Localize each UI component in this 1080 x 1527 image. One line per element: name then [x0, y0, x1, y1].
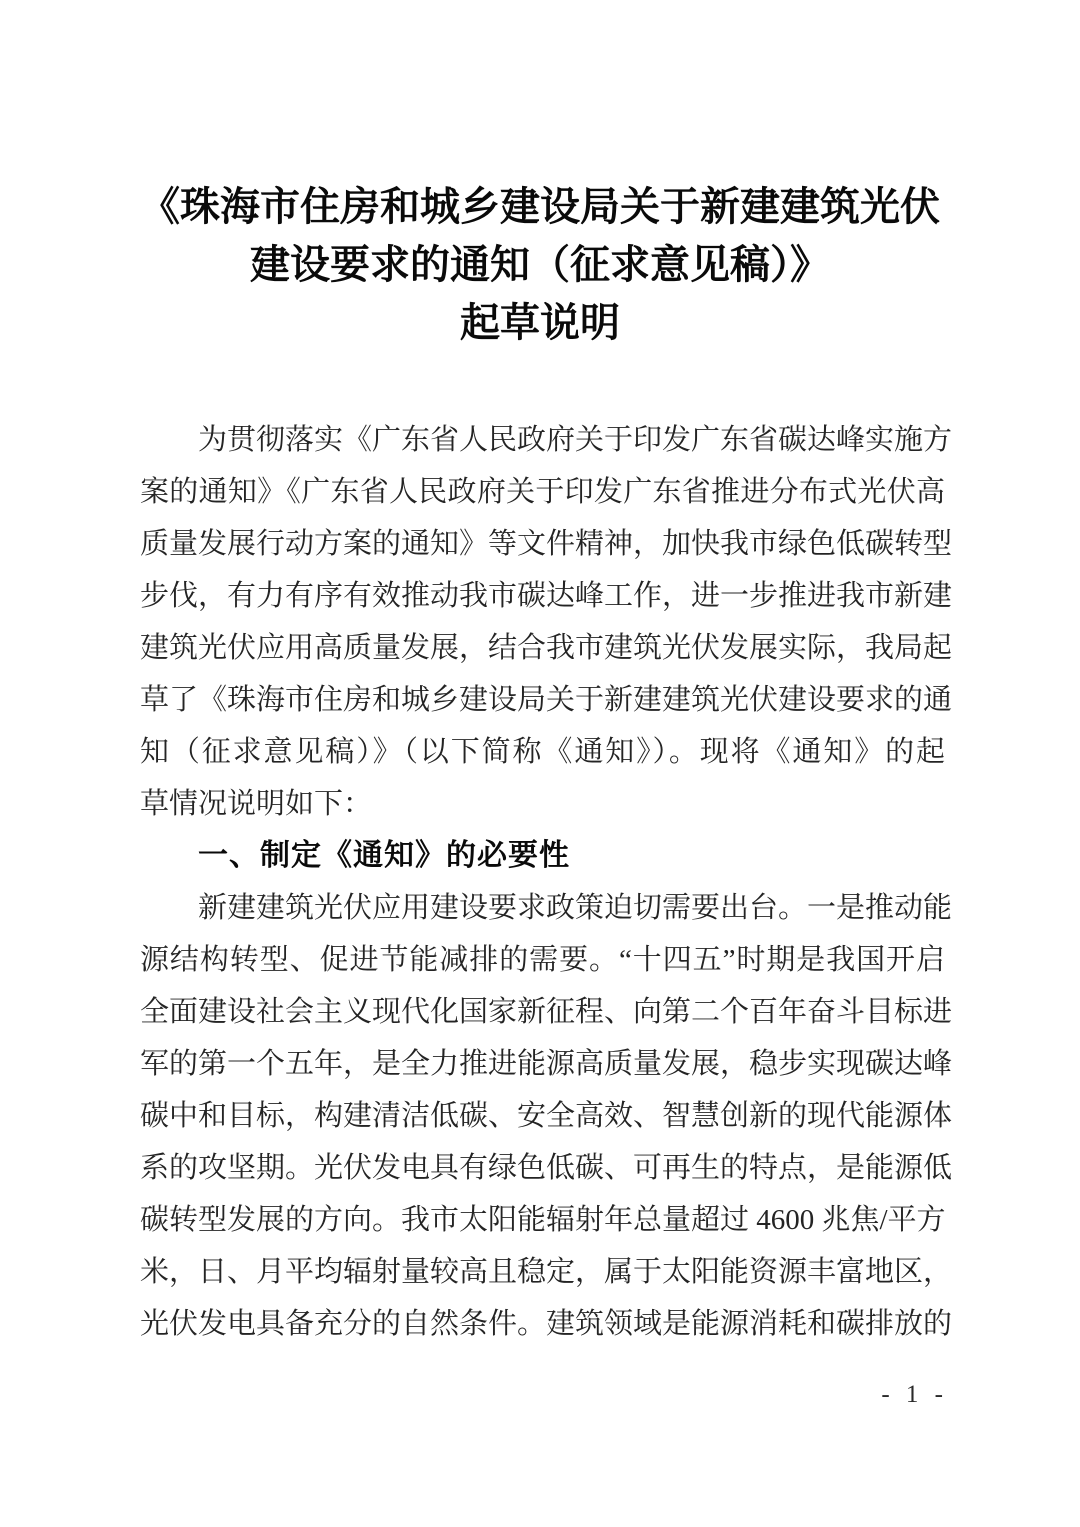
body-line: 为贯彻落实《广东省人民政府关于印发广东省碳达峰实施方 [198, 424, 953, 456]
body-line: 军的第一个五年，是全力推进能源高质量发展，稳步实现碳达峰 [140, 1048, 953, 1080]
body-line: 知（征求意见稿）》（以下简称《通知》）。现将《通知》的起 [140, 736, 945, 768]
body-line: 案的通知》《广东省人民政府关于印发广东省推进分布式光伏高 [140, 476, 945, 508]
body-line: 草情况说明如下： [140, 788, 373, 820]
body-line: 草了《珠海市住房和城乡建设局关于新建建筑光伏建设要求的通 [140, 684, 953, 716]
body-line: 碳中和目标，构建清洁低碳、安全高效、智慧创新的现代能源体 [140, 1100, 953, 1132]
document-title [0, 178, 1080, 352]
title-line: 《珠海市住房和城乡建设局关于新建建筑光伏 [140, 184, 940, 229]
body-line: 光伏发电具备充分的自然条件。建筑领域是能源消耗和碳排放的 [140, 1308, 953, 1340]
page-number: - 1 - [881, 1381, 948, 1408]
body-line: 新建建筑光伏应用建设要求政策迫切需要出台。一是推动能 [198, 892, 953, 924]
paragraph [140, 882, 953, 1350]
paragraph [140, 414, 953, 830]
body-line: 全面建设社会主义现代化国家新征程、向第二个百年奋斗目标进 [140, 996, 953, 1028]
body-line: 系的攻坚期。光伏发电具有绿色低碳、可再生的特点，是能源低 [140, 1152, 953, 1184]
body-line: 米，日、月平均辐射量较高且稳定，属于太阳能资源丰富地区， [140, 1256, 953, 1288]
body-line: 步伐，有力有序有效推动我市碳达峰工作，进一步推进我市新建 [140, 580, 953, 612]
section-heading [140, 830, 945, 882]
title-line: 建设要求的通知（征求意见稿）》 [250, 242, 830, 287]
body-line: 建筑光伏应用高质量发展，结合我市建筑光伏发展实际，我局起 [140, 632, 953, 664]
heading-text: 一、制定《通知》的必要性 [198, 839, 570, 872]
body-line: 源结构转型、促进节能减排的需要。“十四五”时期是我国开启 [140, 944, 945, 976]
document-body [140, 414, 953, 1350]
title-line: 起草说明 [460, 300, 620, 345]
body-line: 碳转型发展的方向。我市太阳能辐射年总量超过 4600 兆焦/平方 [140, 1204, 946, 1236]
body-line: 质量发展行动方案的通知》等文件精神，加快我市绿色低碳转型 [140, 528, 953, 560]
